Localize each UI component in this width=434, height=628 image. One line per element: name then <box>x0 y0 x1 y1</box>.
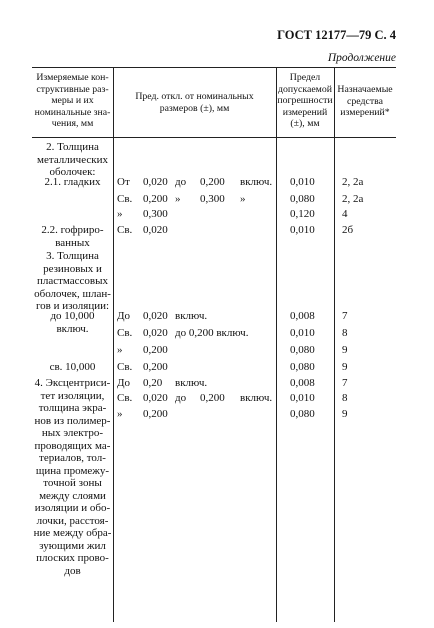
cell-means: 7 <box>342 377 348 389</box>
cell-c1: До <box>117 310 131 322</box>
cell-err: 0,008 <box>290 310 315 322</box>
row-description: 3. Толщина резиновых и пластмассовых оболочек, шлан- гов и изоляции: <box>34 250 111 312</box>
row-description: до 10,000 включ. <box>50 310 95 335</box>
header-error: Предел допускаемой погрешности измерений (±), мм <box>277 72 333 129</box>
cell-v2: 0,200 <box>200 176 225 188</box>
cell-err: 0,010 <box>290 327 315 339</box>
cell-c1: От <box>117 176 130 188</box>
row-description: 2.2. гофриро- ванных <box>41 224 104 249</box>
continuation-label: Продолжение <box>327 52 396 64</box>
cell-c1: » <box>117 208 123 220</box>
cell-means: 8 <box>342 392 348 404</box>
column-divider <box>113 67 114 622</box>
cell-c2: до <box>175 176 187 188</box>
cell-c1: Св. <box>117 193 133 205</box>
row-description: 2. Толщина металлических оболочек: <box>37 141 108 178</box>
cell-means: 8 <box>342 327 348 339</box>
cell-err: 0,080 <box>290 344 315 356</box>
header-param: Измеряемые кон- структивные раз- меры и их номинальные зна- чения, мм <box>34 72 111 129</box>
row-description: 2.1. гладких <box>44 176 101 188</box>
cell-v1: 0,300 <box>143 208 168 220</box>
cell-err: 0,010 <box>290 224 315 236</box>
cell-c1: Св. <box>117 392 133 404</box>
column-divider <box>334 67 335 622</box>
cell-v1: 0,200 <box>143 408 168 420</box>
cell-v2: 0,200 <box>200 392 225 404</box>
cell-c2: включ. <box>175 310 208 322</box>
cell-c1: » <box>117 344 123 356</box>
cell-c1: Св. <box>117 361 133 373</box>
cell-means: 9 <box>342 361 348 373</box>
cell-v1: 0,020 <box>143 176 168 188</box>
row-description: 4. Эксцентриси- тет изоляции, толщина экра- нов из полимер- ных электро- проводящих ма- териалов, тол- щина промежу- точной зоны между слоями изоляции и обо- лочки, расстоя- ние между обра- зующими жил плоских прово- дов <box>33 377 112 577</box>
cell-err: 0,010 <box>290 176 315 188</box>
header-deviation: Пред. откл. от номинальных размеров (±), мм <box>135 91 254 114</box>
row-description: св. 10,000 <box>49 361 96 373</box>
cell-v1: 0,020 <box>143 310 168 322</box>
cell-err: 0,080 <box>290 193 315 205</box>
table-top-rule <box>32 67 396 68</box>
cell-c1: » <box>117 408 123 420</box>
cell-v1: 0,020 <box>143 392 168 404</box>
cell-means: 9 <box>342 408 348 420</box>
cell-c2: включ. <box>175 377 208 389</box>
cell-v2: 0,300 <box>200 193 225 205</box>
cell-means: 9 <box>342 344 348 356</box>
cell-c1: До <box>117 377 131 389</box>
cell-c3: » <box>240 193 246 205</box>
cell-v1: 0,020 <box>143 327 168 339</box>
cell-v1: 0,200 <box>143 361 168 373</box>
cell-c1: Св. <box>117 224 133 236</box>
cell-err: 0,008 <box>290 377 315 389</box>
cell-err: 0,010 <box>290 392 315 404</box>
header-means: Назначаемые средства измерений* <box>337 84 393 118</box>
cell-c2: » <box>175 193 181 205</box>
cell-err: 0,080 <box>290 408 315 420</box>
table-header-rule <box>32 137 396 138</box>
cell-means: 7 <box>342 310 348 322</box>
cell-v1: 0,200 <box>143 344 168 356</box>
cell-v1: 0,20 <box>143 377 163 389</box>
cell-v1: 0,200 <box>143 193 168 205</box>
cell-err: 0,080 <box>290 361 315 373</box>
cell-err: 0,120 <box>290 208 315 220</box>
cell-c3: включ. <box>240 392 273 404</box>
cell-means: 2б <box>342 224 354 236</box>
cell-means: 2, 2а <box>342 193 364 205</box>
cell-v1: 0,020 <box>143 224 168 236</box>
cell-c3: включ. <box>240 176 273 188</box>
cell-c2: до <box>175 392 187 404</box>
cell-c2: до 0,200 включ. <box>175 327 249 339</box>
cell-c1: Св. <box>117 327 133 339</box>
cell-means: 4 <box>342 208 348 220</box>
cell-means: 2, 2а <box>342 176 364 188</box>
column-divider <box>276 67 277 622</box>
page-header: ГОСТ 12177—79 С. 4 <box>277 28 396 42</box>
